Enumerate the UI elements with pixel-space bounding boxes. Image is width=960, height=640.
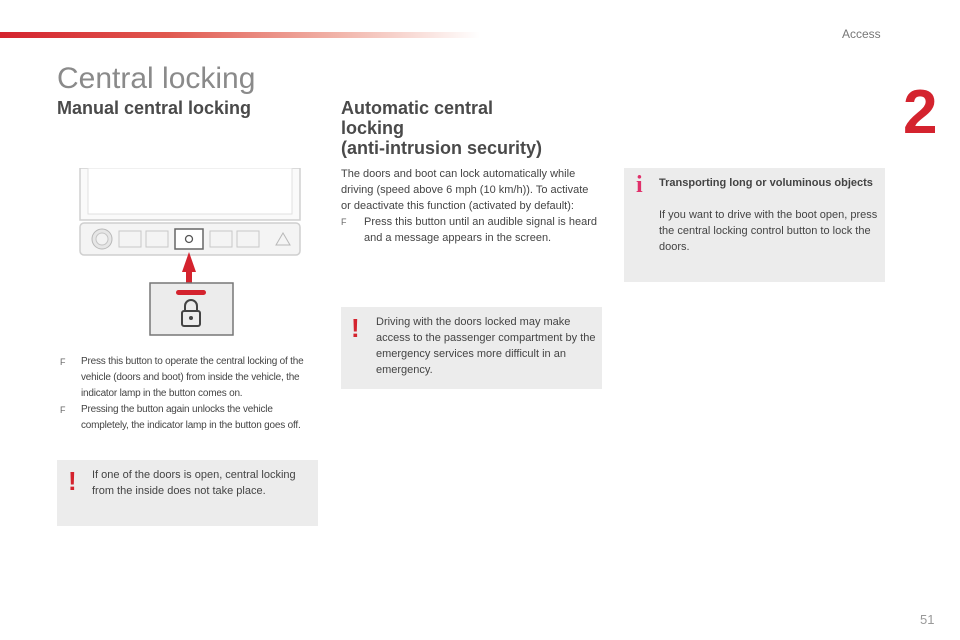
bullet-marker: F xyxy=(60,405,66,415)
manual-instructions xyxy=(60,354,320,434)
manual-locking-heading: Manual central locking xyxy=(57,98,252,118)
list-item xyxy=(341,214,601,246)
automatic-heading-line: locking xyxy=(341,118,405,138)
warning-box-emergency xyxy=(341,307,602,389)
header-color-bar xyxy=(0,32,480,38)
automatic-locking-heading xyxy=(341,98,601,158)
indicator-lamp xyxy=(176,290,206,295)
central-locking-button xyxy=(175,229,203,249)
bullet-marker: F xyxy=(60,357,66,367)
bullet-text: Press this button to operate the central locking of the vehicle (doors and boot) from inside the vehicle, the indicator lamp in the button comes on. xyxy=(81,356,304,399)
bullet-marker: F xyxy=(341,217,347,227)
bullet-text: Press this button until an audible signal is heard and a message appears in the screen. xyxy=(364,216,597,244)
automatic-heading-line: (anti-intrusion security) xyxy=(341,138,543,158)
warning-text: If one of the doors is open, central locking from the inside does not take place. xyxy=(92,469,296,497)
chapter-number: 2 xyxy=(903,78,938,147)
red-arrow-icon xyxy=(182,252,196,284)
info-title: Transporting long or voluminous objects xyxy=(659,177,873,189)
list-item xyxy=(60,402,320,434)
automatic-heading-line: Automatic central xyxy=(341,98,494,118)
info-text: If you want to drive with the boot open, press the central locking control button to lock the doors. xyxy=(659,209,878,253)
exclamation-icon: ! xyxy=(351,313,360,343)
warning-text: Driving with the doors locked may make access to the passenger compartment by the emergency services more difficult in an emergency. xyxy=(376,316,596,376)
warning-box-door-open xyxy=(57,460,318,526)
section-label: Access xyxy=(842,27,881,41)
info-icon: i xyxy=(636,172,643,198)
list-item xyxy=(60,354,320,402)
exclamation-icon: ! xyxy=(68,466,77,496)
info-box-long-objects xyxy=(624,168,885,282)
page-title: Central locking xyxy=(57,62,256,95)
page-number: 51 xyxy=(920,612,935,627)
automatic-description: The doors and boot can lock automatically while driving (speed above 6 mph (10 km/h)). To activate or deactivate this function (activated by default): xyxy=(341,168,589,212)
automatic-locking-body xyxy=(341,166,601,246)
central-locking-control-illustration xyxy=(76,168,306,338)
bullet-text: Pressing the button again unlocks the vehicle completely, the indicator lamp in the button goes off. xyxy=(81,404,301,431)
